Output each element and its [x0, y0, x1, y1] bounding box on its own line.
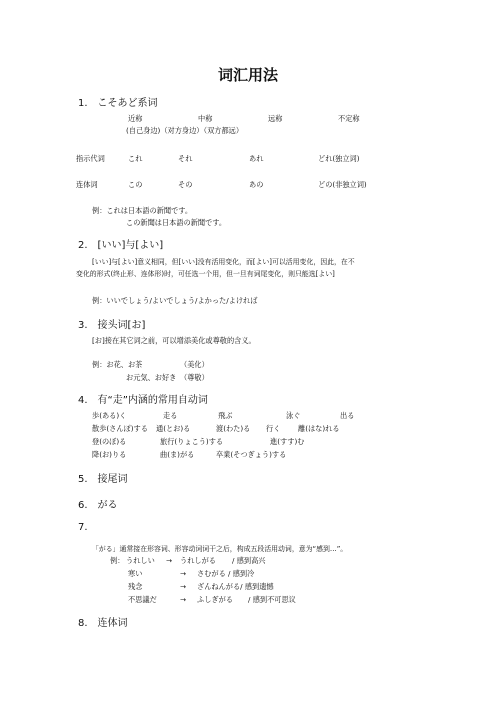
arrow-icon: →: [180, 595, 187, 604]
ga-meaning: / 感到不可思议: [248, 595, 296, 604]
cell: どれ(独立词): [318, 154, 360, 163]
col-mid: 中称: [198, 114, 213, 123]
arrow-icon: →: [166, 556, 173, 565]
cell: あれ: [249, 154, 264, 163]
ga-meaning: / 感到高兴: [232, 556, 266, 565]
row-label-pronoun: 指示代词: [76, 154, 105, 163]
paragraph: 「がる」通常接在形容词、形容动词词干之后，构成五段活用动词，意为“感到…”。: [92, 545, 348, 553]
example: 例：これは日本語の新聞です。: [92, 206, 193, 215]
verb: 散歩(さんぽ)する: [92, 424, 148, 433]
section-8-heading: 8. 连体词: [78, 618, 128, 629]
cell: その: [178, 180, 193, 189]
example: この新聞は日本語の新聞です。: [126, 218, 227, 227]
verb: 飛ぶ: [218, 411, 233, 420]
verb: 行く: [266, 424, 281, 433]
ga-word: 寒い: [128, 569, 143, 578]
ga-form: さむがる / 感到冷: [197, 569, 255, 578]
ga-form: ふしぎがる: [197, 595, 233, 604]
verb: 旅行(りょこう)する: [160, 437, 224, 446]
section-1-heading: 1. こそあど系词: [78, 98, 158, 109]
example: お元気、お好き: [126, 373, 177, 382]
ga-form: うれしがる: [180, 556, 216, 565]
example: 例：お花、お茶: [92, 360, 143, 369]
section-7-heading: 7.: [78, 522, 88, 533]
ga-word: 残念: [128, 582, 143, 591]
col-near: 近称: [128, 114, 143, 123]
verb: 登(のぼ)る: [92, 437, 127, 446]
paragraph: 变化的形式(终止形、连体形)时，可任选一个用，但一旦有词尾变化，则只能选[よい]: [76, 270, 335, 278]
example-prefix: 例：: [110, 556, 125, 565]
section-6-heading: 6. がる: [78, 500, 118, 511]
verb: 曲(ま)がる: [160, 450, 195, 459]
cell: それ: [178, 154, 193, 163]
section-5-heading: 5. 接尾词: [78, 474, 128, 485]
verb: 歩(ある)く: [92, 411, 127, 420]
paragraph: [いい]与[よい]意义相同，但[いい]没有活用变化，而[よい]可以活用变化，因此，在不: [92, 258, 355, 266]
arrow-icon: →: [180, 569, 187, 578]
verb: 離(はな)れる: [298, 424, 340, 433]
cell: この: [128, 180, 143, 189]
cell: どの(非独立词): [318, 180, 367, 189]
row-label-rentai: 连体词: [76, 180, 98, 189]
ga-word: うれしい: [126, 556, 155, 565]
cell: これ: [128, 154, 143, 163]
verb: 卒業(そつぎょう)する: [216, 450, 287, 459]
ga-word: 不思議だ: [128, 595, 157, 604]
verb: 渡(わた)る: [216, 424, 251, 433]
ga-form: ざんねんがる/ 感到遗憾: [197, 582, 274, 591]
col-far: 远称: [268, 114, 283, 123]
page-title: 词汇用法: [217, 66, 278, 84]
verb: 降(お)りる: [92, 450, 127, 459]
col-indef: 不定称: [338, 114, 360, 123]
example: 例：いいでしょう/よいでしょう/よかった/よければ: [92, 296, 258, 305]
section-4-heading: 4. 有“走”内涵的常用自动词: [78, 395, 208, 406]
verb: 出る: [340, 411, 355, 420]
paragraph: [お]接在其它词之前，可以增添美化或尊敬的含义。: [92, 336, 256, 345]
verb: 泳ぐ: [286, 411, 301, 420]
arrow-icon: →: [180, 582, 187, 591]
section-3-heading: 3. 接头词[お]: [78, 320, 146, 331]
example-note: （美化）: [180, 360, 209, 369]
verb: 進(すす)む: [270, 437, 305, 446]
example-note: （尊敬）: [180, 373, 209, 382]
cell: あの: [249, 180, 264, 189]
verb: 通(とお)る: [156, 424, 191, 433]
col-subtitle: (自己身边)（对方身边）（双方都远）: [126, 126, 244, 135]
section-2-heading: 2. [いい]与[よい]: [78, 240, 164, 251]
verb: 走る: [163, 411, 178, 420]
